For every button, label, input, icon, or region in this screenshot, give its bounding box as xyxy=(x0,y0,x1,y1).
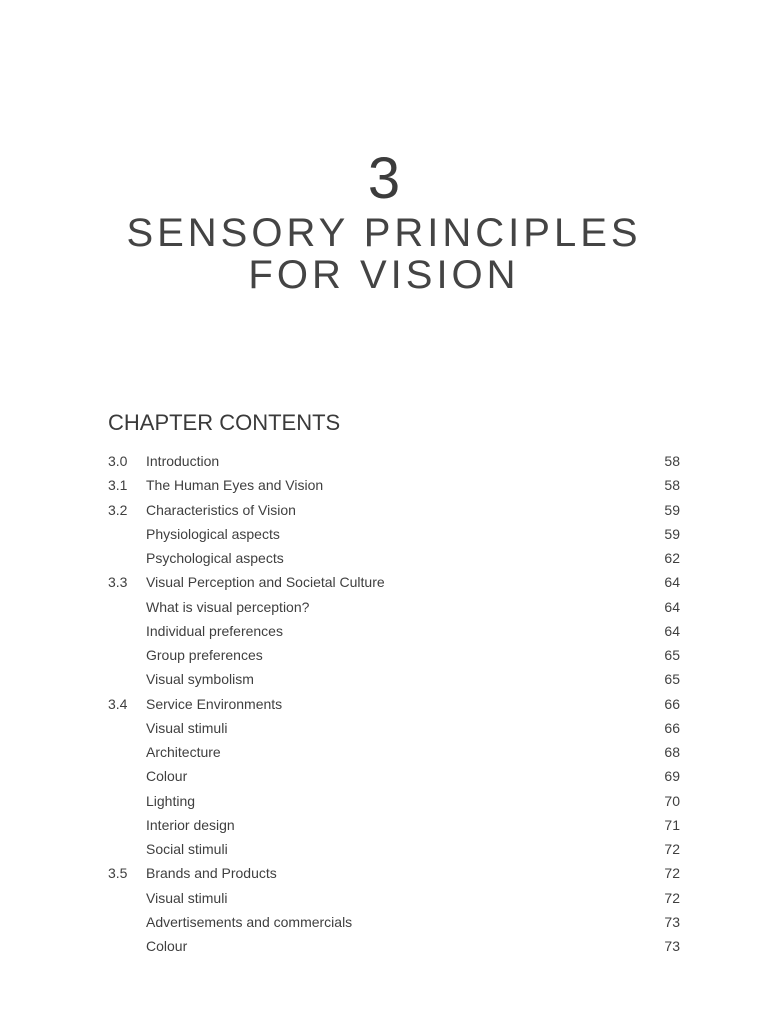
toc-entry xyxy=(108,667,680,691)
toc-entry-title: Colour xyxy=(146,938,188,954)
toc-entry xyxy=(108,498,680,522)
toc-entry xyxy=(108,861,680,885)
toc-entry-title: Visual Perception and Societal Culture xyxy=(146,574,385,591)
toc-entry-title: Introduction xyxy=(146,453,220,469)
toc-entry xyxy=(108,522,680,546)
toc-page-number: 72 xyxy=(664,889,680,906)
toc-page-number: 58 xyxy=(664,453,680,469)
toc-page-number: 73 xyxy=(664,938,680,954)
toc-entry-title: Visual stimuli xyxy=(146,889,228,906)
toc-entry xyxy=(108,813,680,837)
toc-section-number: 3.5 xyxy=(108,865,128,882)
toc-entry-title: Visual stimuli xyxy=(146,719,228,736)
toc-entry-title: Interior design xyxy=(146,816,235,833)
toc-entry xyxy=(108,934,680,958)
toc-page-number: 62 xyxy=(664,550,680,566)
toc-page-number: 59 xyxy=(664,525,680,542)
toc-entry-title: Service Environments xyxy=(146,695,283,712)
chapter-title-line-2: FOR VISION xyxy=(248,253,520,297)
toc-entry-title: Lighting xyxy=(146,792,196,809)
toc-entry xyxy=(108,764,680,788)
toc-entry xyxy=(108,595,680,619)
table-of-contents xyxy=(108,449,680,958)
toc-entry xyxy=(108,473,680,497)
toc-section-number: 3.0 xyxy=(108,453,128,469)
toc-page-number: 70 xyxy=(664,792,680,809)
toc-entry xyxy=(108,837,680,861)
toc-page-number: 69 xyxy=(664,768,680,785)
toc-page-number: 72 xyxy=(664,841,680,857)
chapter-number: 3 xyxy=(367,146,401,211)
toc-entry xyxy=(108,716,680,740)
toc-section-number: 3.3 xyxy=(108,574,128,591)
chapter-title-line-1: SENSORY PRINCIPLES xyxy=(126,211,642,255)
toc-page-number: 65 xyxy=(664,671,680,688)
toc-entry-title: Colour xyxy=(146,768,188,785)
toc-page-number: 71 xyxy=(664,816,680,833)
toc-page-number: 73 xyxy=(664,913,680,930)
toc-entry xyxy=(108,692,680,716)
toc-entry xyxy=(108,619,680,643)
toc-entry-title: Brands and Products xyxy=(146,865,277,882)
toc-entry-title: Individual preferences xyxy=(146,622,283,639)
toc-entry-title: Visual symbolism xyxy=(146,671,254,688)
toc-entry-title: Characteristics of Vision xyxy=(146,501,296,518)
toc-page-number: 58 xyxy=(664,477,680,494)
toc-page-number: 59 xyxy=(664,501,680,518)
toc-page-number: 64 xyxy=(664,574,680,591)
toc-entry xyxy=(108,449,680,473)
toc-page-number: 66 xyxy=(664,695,680,712)
toc-entry xyxy=(108,740,680,764)
toc-page-number: 66 xyxy=(664,719,680,736)
toc-entry-title: Psychological aspects xyxy=(146,550,284,566)
toc-section-number: 3.1 xyxy=(108,477,128,494)
toc-entry xyxy=(108,886,680,910)
toc-entry-title: Physiological aspects xyxy=(146,525,280,542)
toc-entry-title: Advertisements and commercials xyxy=(146,913,353,930)
toc-page-number: 72 xyxy=(664,865,680,882)
toc-entry xyxy=(108,546,680,570)
toc-entry-title: What is visual perception? xyxy=(146,598,310,615)
contents-heading: CHAPTER CONTENTS xyxy=(108,410,341,435)
toc-entry xyxy=(108,570,680,594)
toc-entry xyxy=(108,789,680,813)
toc-entry xyxy=(108,643,680,667)
toc-page-number: 64 xyxy=(664,622,680,639)
toc-section-number: 3.4 xyxy=(108,695,128,712)
toc-page-number: 65 xyxy=(664,647,680,663)
toc-page-number: 68 xyxy=(664,744,680,760)
toc-section-number: 3.2 xyxy=(108,501,128,518)
toc-entry-title: Architecture xyxy=(146,744,221,760)
toc-entry-title: Group preferences xyxy=(146,647,263,663)
toc-page-number: 64 xyxy=(664,598,680,615)
chapter-title xyxy=(0,212,768,296)
toc-entry-title: The Human Eyes and Vision xyxy=(146,477,324,494)
toc-entry xyxy=(108,910,680,934)
toc-entry-title: Social stimuli xyxy=(146,841,228,857)
